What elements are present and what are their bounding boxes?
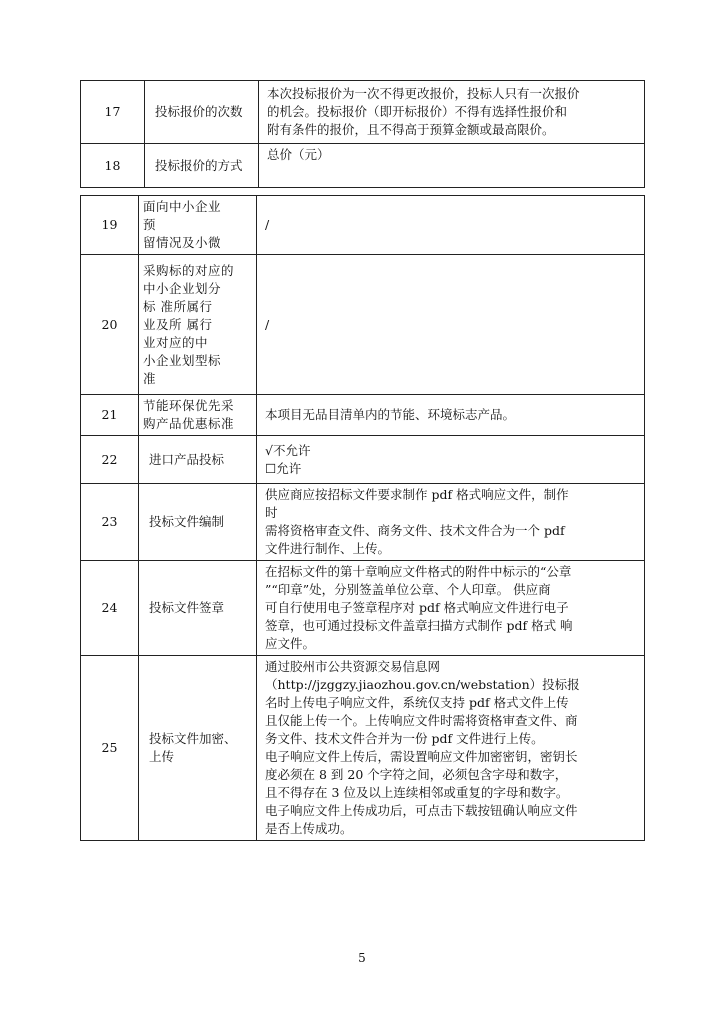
item-line: 投标文件加密、: [149, 731, 237, 746]
row-item: [139, 196, 257, 255]
row-item: [139, 395, 257, 436]
row-number: 18: [81, 144, 145, 188]
portal-url: （http://jzggzy.jiaozhou.gov.cn/webstation）投标报: [265, 677, 580, 692]
item-line: 节能环保优先采: [143, 398, 235, 413]
page-number: 5: [358, 951, 366, 965]
table-row: [81, 561, 645, 656]
row-number: 25: [81, 656, 139, 841]
import-allowed-checkbox: ☐允许: [265, 460, 302, 476]
row-content: [257, 656, 645, 841]
row-number: 23: [81, 484, 139, 561]
row-content: [257, 196, 645, 255]
table-row: [81, 484, 645, 561]
content-line: 需将资格审查文件、商务文件、技术文件合为一个 pdf: [265, 523, 565, 538]
row-content: [259, 81, 645, 144]
item-line: 投标文件签章: [149, 600, 225, 615]
content-line: 总价（元）: [267, 147, 330, 162]
row-item: [139, 656, 257, 841]
content-line: 是否上传成功。: [265, 821, 353, 836]
row-number: 19: [81, 196, 139, 255]
item-line: 中小企业划分: [143, 280, 222, 296]
table-row: [81, 656, 645, 841]
bid-table-part-1: [80, 80, 645, 188]
row-number: 21: [81, 395, 139, 436]
item-line: 采购标的对应的: [143, 262, 235, 278]
row-item: [139, 255, 257, 395]
content-line: 本次投标报价为一次不得更改报价，投标人只有一次报价: [267, 86, 580, 101]
import-disallowed-checkbox: √不允许: [265, 442, 311, 458]
content-line: 时: [265, 505, 278, 520]
row-item: [139, 436, 257, 484]
table-row: [81, 395, 645, 436]
content-line: 度必须在 8 到 20 个字符之间，必须包含字母和数字，: [265, 767, 568, 782]
content-line: 通过胶州市公共资源交易信息网: [265, 659, 441, 674]
item-line: 进口产品投标: [149, 451, 225, 467]
content-line: /: [265, 217, 270, 232]
row-content: [257, 255, 645, 395]
item-line: 小企业划型标: [143, 352, 222, 368]
content-line: 电子响应文件上传成功后，可点击下载按钮确认响应文件: [265, 803, 578, 818]
content-line: 附有条件的报价，且不得高于预算金额或最高限价。: [267, 122, 555, 137]
item-line: 上传: [149, 749, 175, 764]
content-line: 且不得存在 3 位及以上连续相邻或重复的字母和数字。: [265, 785, 569, 800]
table-row: [81, 81, 645, 144]
row-content: [257, 484, 645, 561]
content-line: 应文件。: [265, 636, 316, 651]
table-row: [81, 144, 645, 188]
table-row: [81, 196, 645, 255]
row-content: [257, 561, 645, 656]
content-line: 且仅能上传一个。上传响应文件时需将资格审查文件、商: [265, 713, 578, 728]
row-content: [257, 436, 645, 484]
content-line: 务文件、技术文件合并为一份 pdf 文件进行上传。: [265, 731, 544, 746]
row-content: [257, 395, 645, 436]
item-line: 购产品优惠标准: [143, 416, 235, 431]
content-line: 签章，也可通过投标文件盖章扫描方式制作 pdf 格式 响: [265, 618, 573, 633]
item-line: 业对应的中: [143, 334, 209, 350]
row-item: [139, 561, 257, 656]
content-line: 名时上传电子响应文件，系统仅支持 pdf 格式文件上传: [265, 695, 569, 710]
item-line: 业及所 属行: [143, 316, 213, 332]
item-line: 面向中小企业: [143, 199, 222, 214]
row-content: [259, 144, 645, 188]
content-line: 电子响应文件上传后，需设置响应文件加密密钥，密钥长: [265, 749, 578, 764]
content-line: /: [265, 316, 270, 332]
content-line: 在招标文件的第十章响应文件格式的附件中标示的“公章: [265, 564, 572, 579]
row-item: 投标报价的次数: [145, 81, 259, 144]
row-item: 投标报价的方式: [145, 144, 259, 188]
item-line: 预: [143, 217, 157, 232]
table-row: [81, 436, 645, 484]
item-line: 准: [143, 370, 157, 386]
bid-table-part-2: [80, 195, 645, 841]
content-line: 供应商应按招标文件要求制作 pdf 格式响应文件，制作: [265, 487, 569, 502]
row-number: 20: [81, 255, 139, 395]
row-item: [139, 484, 257, 561]
item-line: 留情况及小微: [143, 235, 222, 250]
table-row: [81, 255, 645, 395]
content-line: 文件进行制作、上传。: [265, 541, 391, 556]
row-number: 24: [81, 561, 139, 656]
item-line: 标 准所属行: [143, 298, 213, 314]
item-line: 投标文件编制: [149, 514, 225, 529]
content-line: 的机会。投标报价（即开标报价）不得有选择性报价和: [267, 104, 568, 119]
row-number: 22: [81, 436, 139, 484]
content-line: 可自行使用电子签章程序对 pdf 格式响应文件进行电子: [265, 600, 569, 615]
content-line: 本项目无品目清单内的节能、环境标志产品。: [265, 407, 516, 422]
content-line: ”“印章”处，分别签盖单位公章、个人印章。 供应商: [265, 582, 551, 597]
row-number: 17: [81, 81, 145, 144]
